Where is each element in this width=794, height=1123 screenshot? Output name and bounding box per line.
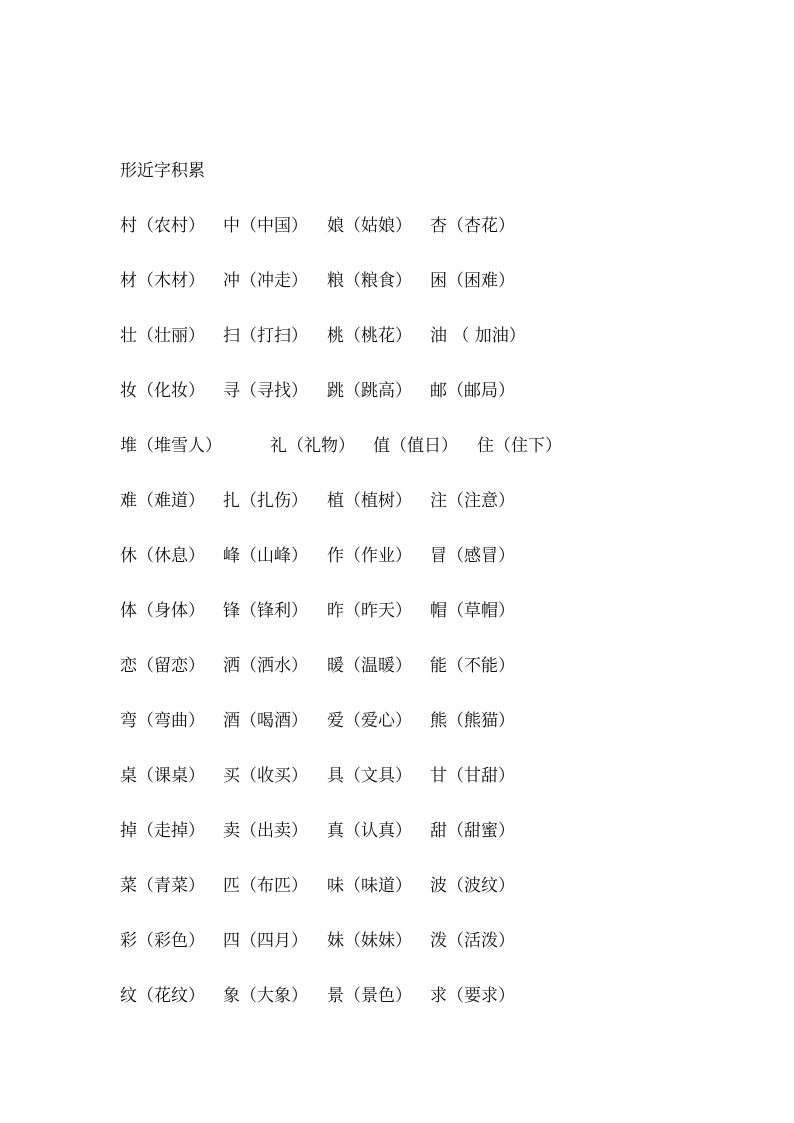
word-entry: 跳（跳高）: [327, 381, 412, 401]
word-row: [120, 820, 760, 875]
word-entry: 彩（彩色）: [120, 931, 205, 951]
word-entry: 峰（山峰）: [223, 546, 308, 566]
word-row: [120, 380, 760, 435]
word-entry: 桌（课桌）: [120, 766, 205, 786]
word-entry: 堆（堆雪人）: [120, 436, 222, 456]
word-entry: 杏（杏花）: [430, 216, 515, 236]
word-entry: 休（休息）: [120, 546, 205, 566]
word-row: [120, 985, 760, 1040]
word-entry: 村（农村）: [120, 216, 205, 236]
word-entry: 困（困难）: [430, 271, 515, 291]
word-entry: 真（认真）: [327, 821, 412, 841]
word-entry: 注（注意）: [430, 491, 515, 511]
word-row: [120, 710, 760, 765]
word-entry: 妹（妹妹）: [327, 931, 412, 951]
word-entry: 暖（温暖）: [327, 656, 412, 676]
word-entry: 味（味道）: [327, 876, 412, 896]
word-entry: 恋（留恋）: [120, 656, 205, 676]
word-entry: 甜（甜蜜）: [430, 821, 515, 841]
word-row: [120, 930, 760, 985]
word-entry: 妆（化妆）: [120, 381, 205, 401]
word-entry: 昨（昨天）: [327, 601, 412, 621]
word-entry: 冒（感冒）: [430, 546, 515, 566]
word-entry: 具（文具）: [327, 766, 412, 786]
word-entry: 洒（洒水）: [223, 656, 308, 676]
word-row: [120, 765, 760, 820]
word-entry: 粮（粮食）: [327, 271, 412, 291]
word-entry: 匹（布匹）: [223, 876, 308, 896]
word-entry: 扫（打扫）: [223, 326, 308, 346]
word-entry: 酒（喝酒）: [223, 711, 308, 731]
word-entry: 难（难道）: [120, 491, 205, 511]
word-entry: 甘（甘甜）: [430, 766, 515, 786]
word-entry: 住（住下）: [477, 436, 562, 456]
word-entry: 寻（寻找）: [223, 381, 308, 401]
word-entry: 菜（青菜）: [120, 876, 205, 896]
word-entry: 礼（礼物）: [270, 436, 355, 456]
word-row: [120, 325, 760, 380]
word-entry: 锋（锋利）: [223, 601, 308, 621]
word-entry: 邮（邮局）: [430, 381, 515, 401]
word-entry: 娘（姑娘）: [327, 216, 412, 236]
word-entry: 景（景色）: [327, 986, 412, 1006]
word-row: [120, 875, 760, 930]
word-entry: 泼（活泼）: [430, 931, 515, 951]
word-entry: 壮（壮丽）: [120, 326, 205, 346]
word-entry: 值（值日）: [373, 436, 458, 456]
word-row: [120, 600, 760, 655]
word-entry: 象（大象）: [223, 986, 308, 1006]
word-entry: 能（不能）: [430, 656, 515, 676]
word-entry: 植（植树）: [327, 491, 412, 511]
word-entry: 作（作业）: [327, 546, 412, 566]
word-entry: 冲（冲走）: [223, 271, 308, 291]
word-entry: 爱（爱心）: [327, 711, 412, 731]
word-entry: 扎（扎伤）: [223, 491, 308, 511]
word-entry: 掉（走掉）: [120, 821, 205, 841]
word-entry: 熊（熊猫）: [430, 711, 515, 731]
word-entry: 波（波纹）: [430, 876, 515, 896]
word-row: [120, 545, 760, 600]
word-entry: 材（木材）: [120, 271, 205, 291]
word-row: [120, 490, 760, 545]
word-entry: 卖（出卖）: [223, 821, 308, 841]
word-list: [120, 215, 760, 1040]
word-entry: 体（身体）: [120, 601, 205, 621]
document-title: 形近字积累: [120, 161, 205, 181]
word-entry: 纹（花纹）: [120, 986, 205, 1006]
word-entry: 弯（弯曲）: [120, 711, 205, 731]
word-row: [120, 655, 760, 710]
word-entry: 帽（草帽）: [430, 601, 515, 621]
word-entry: 油 （ 加油）: [430, 326, 526, 346]
word-row: [120, 215, 760, 270]
word-entry: 中（中国）: [223, 216, 308, 236]
word-entry: 桃（桃花）: [327, 326, 412, 346]
word-entry: 买（收买）: [223, 766, 308, 786]
word-entry: 求（要求）: [430, 986, 515, 1006]
word-entry: 四（四月）: [223, 931, 308, 951]
word-row: [120, 270, 760, 325]
word-row: [120, 435, 760, 490]
